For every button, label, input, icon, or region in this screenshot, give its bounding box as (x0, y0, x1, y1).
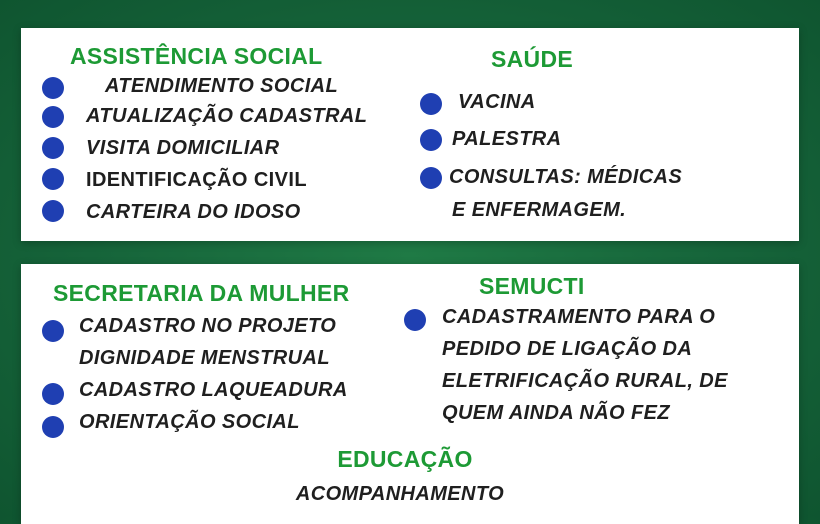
saude-item-3: CONSULTAS: MÉDICAS (449, 166, 683, 188)
secretaria-mulher-title: SECRETARIA DA MULHER (53, 280, 350, 306)
saude-item-1: VACINA (458, 91, 536, 113)
bullet-icon (42, 200, 64, 222)
bullet-icon (404, 309, 426, 331)
semucti-item-4: QUEM AINDA NÃO FEZ (442, 402, 670, 424)
saude-title: SAÚDE (491, 46, 574, 72)
mulher-item-1: CADASTRO NO PROJETO (79, 315, 337, 337)
bullet-icon (42, 320, 64, 342)
assistencia-item-4: IDENTIFICAÇÃO CIVIL (86, 169, 307, 191)
assistencia-item-1: ATENDIMENTO SOCIAL (105, 75, 339, 97)
bullet-icon (420, 167, 442, 189)
semucti-item-2: PEDIDO DE LIGAÇÃO DA (442, 338, 693, 360)
mulher-item-2: DIGNIDADE MENSTRUAL (79, 347, 330, 369)
bullet-icon (42, 168, 64, 190)
assistencia-item-5: CARTEIRA DO IDOSO (86, 201, 301, 223)
educacao-item-1: ACOMPANHAMENTO (295, 483, 505, 505)
bullet-icon (42, 416, 64, 438)
bullet-icon (420, 93, 442, 115)
saude-item-2: PALESTRA (452, 128, 562, 150)
educacao-title: EDUCAÇÃO (337, 446, 473, 472)
bullet-icon (420, 129, 442, 151)
mulher-item-3: CADASTRO LAQUEADURA (79, 379, 348, 401)
semucti-item-1: CADASTRAMENTO PARA O (442, 306, 716, 328)
mulher-item-4: ORIENTAÇÃO SOCIAL (79, 411, 300, 433)
assistencia-item-3: VISITA DOMICILIAR (86, 137, 280, 159)
bullet-icon (42, 77, 64, 99)
bullet-icon (42, 137, 64, 159)
assistencia-social-title: ASSISTÊNCIA SOCIAL (70, 43, 323, 69)
saude-item-4: E ENFERMAGEM. (452, 199, 627, 221)
bullet-icon (42, 106, 64, 128)
assistencia-item-2: ATUALIZAÇÃO CADASTRAL (86, 105, 368, 127)
bullet-icon (42, 383, 64, 405)
semucti-item-3: ELETRIFICAÇÃO RURAL, DE (442, 370, 728, 392)
semucti-title: SEMUCTI (479, 273, 585, 299)
